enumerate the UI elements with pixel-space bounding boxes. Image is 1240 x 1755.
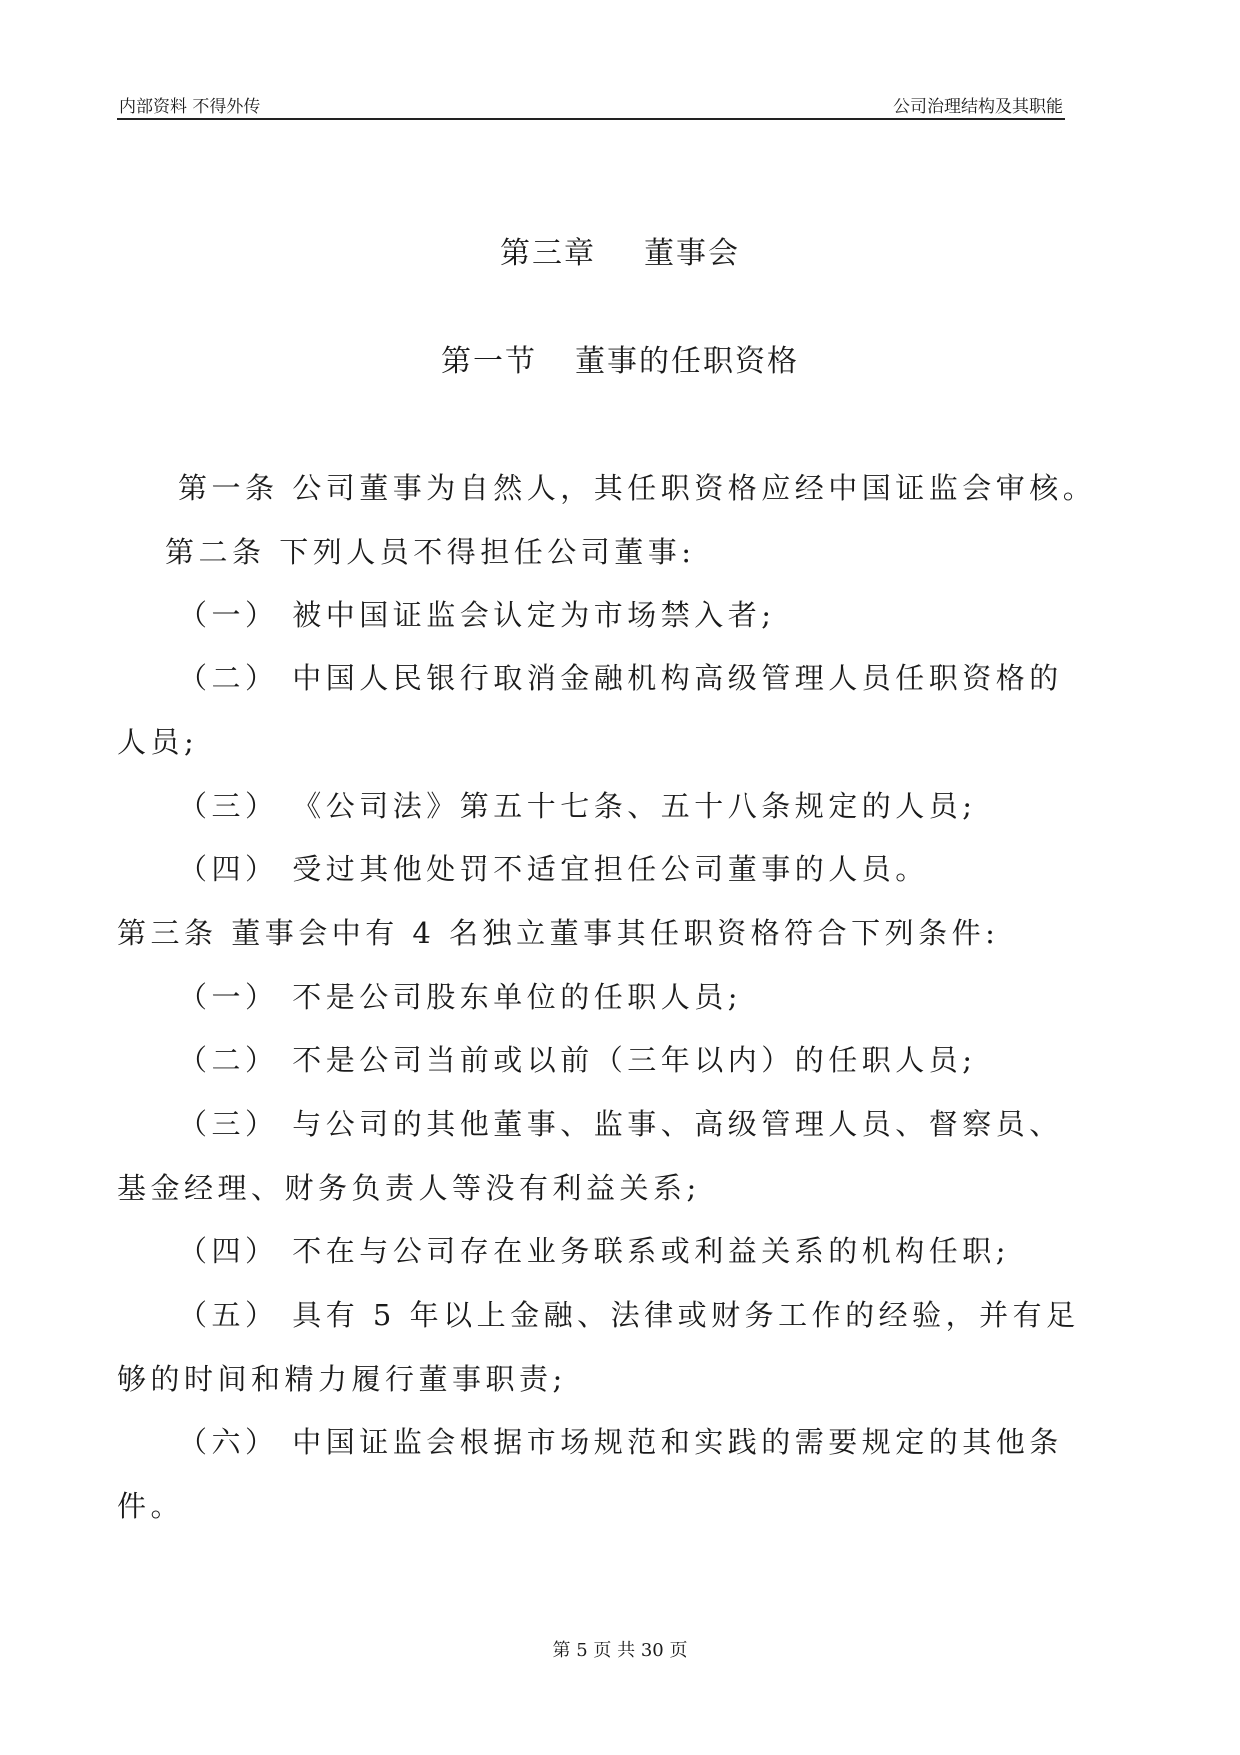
article-2-item-4: （四） 受过其他处罚不适宜担任公司董事的人员。	[178, 852, 929, 886]
article-3-item-5-cont: 够的时间和精力履行董事职责;	[117, 1362, 567, 1396]
page-footer: 第 5 页 共 30 页	[552, 1640, 688, 1661]
article-3-item-1: （一） 不是公司股东单位的任职人员;	[178, 980, 742, 1014]
article-3-item-5: （五） 具有 5 年以上金融、法律或财务工作的经验，并有足	[178, 1298, 1080, 1332]
article-2-item-3: （三） 《公司法》第五十七条、五十八条规定的人员;	[178, 789, 977, 823]
article-1: 第一条 公司董事为自然人，其任职资格应经中国证监会审核。	[178, 471, 1097, 505]
header-left-text: 内部资料 不得外传	[119, 97, 261, 117]
chapter-title: 董事会	[644, 236, 740, 271]
article-3: 第三条 董事会中有 4 名独立董事其任职资格符合下列条件:	[117, 916, 1000, 950]
section-title: 董事的任职资格	[575, 344, 799, 379]
article-3-item-3-cont: 基金经理、财务负责人等没有利益关系;	[117, 1171, 701, 1205]
article-2: 第二条 下列人员不得担任公司董事:	[165, 535, 696, 569]
chapter-number: 第三章	[500, 236, 596, 271]
article-3-item-3: （三） 与公司的其他董事、监事、高级管理人员、督察员、	[178, 1107, 1063, 1141]
article-2-item-2-cont: 人员;	[117, 725, 199, 759]
page-header	[117, 90, 1065, 120]
section-number: 第一节	[441, 344, 537, 379]
chapter-heading	[0, 228, 1240, 272]
header-right-text: 公司治理结构及其职能	[893, 97, 1063, 117]
article-2-item-1: （一） 被中国证监会认定为市场禁入者;	[178, 598, 776, 632]
article-3-item-2: （二） 不是公司当前或以前（三年以内）的任职人员;	[178, 1043, 977, 1077]
article-3-item-4: （四） 不在与公司存在业务联系或利益关系的机构任职;	[178, 1234, 1010, 1268]
article-2-item-2: （二） 中国人民银行取消金融机构高级管理人员任职资格的	[178, 661, 1063, 695]
article-3-item-6: （六） 中国证监会根据市场规范和实践的需要规定的其他条	[178, 1425, 1063, 1459]
article-3-item-6-cont: 件。	[117, 1489, 185, 1523]
section-heading	[0, 336, 1240, 380]
